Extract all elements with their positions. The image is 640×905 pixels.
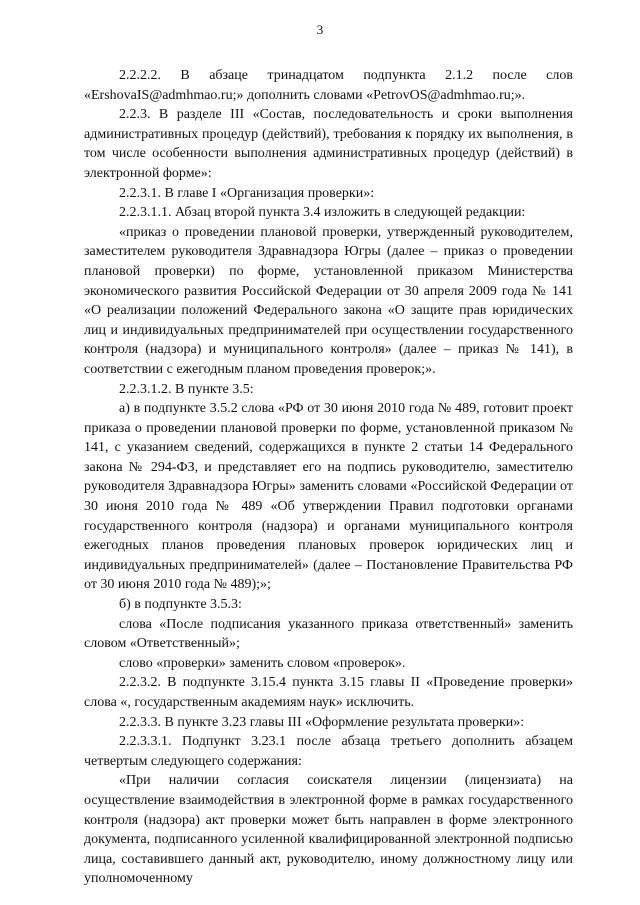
- page-number: 3: [316, 22, 324, 37]
- paragraph-2-2-3-1: 2.2.3.1. В главе I «Организация проверки»:: [119, 185, 375, 201]
- paragraph-words-replace-2: слово «проверки» заменить словом «проверок».: [119, 655, 406, 671]
- paragraph-2-2-3-3-1: 2.2.3.3.1. Подпункт 3.23.1 после абзаца третьего дополнить абзацем четвертым следующего содержания:: [84, 734, 573, 769]
- paragraph-2-2-2-2: 2.2.2.2. В абзаце тринадцатом подпункта 2.1.2 после слов «ErshovaIS@admhmao.ru;» дополнить словами «PetrovOS@admhmao.ru;».: [84, 68, 573, 103]
- paragraph-quote-order: «приказ о проведении плановой проверки, утвержденный руководителем, заместителем руководителя Здравнадзора Югры (далее – приказ о проведении плановой проверки) по форме, установленной приказом Министерства экономического развития Российской Федерации от 30 апреля 2009 года № 141 «О реализации положений Федерального закона «О защите прав юридических лиц и индивидуальных предпринимателей при осуществлении государственного контроля (надзора) и муниципального контроля» (далее – приказ № 141), в соответствии с ежегодным планом проведения проверок;».: [84, 224, 573, 377]
- paragraph-2-2-3: 2.2.3. В разделе III «Состав, последовательность и сроки выполнения административных процедур (действий), требования к порядку их выполнения, в том числе особенности выполнения административных процедур (действий) в электронной форме»:: [84, 107, 573, 181]
- document-body: [84, 66, 573, 889]
- paragraph-2-2-3-1-1: 2.2.3.1.1. Абзац второй пункта 3.4 изложить в следующей редакции:: [119, 205, 526, 221]
- paragraph-words-replace-1: слова «После подписания указанного приказа ответственный» заменить словом «Ответственный»;: [84, 616, 573, 652]
- paragraph-2-2-3-2: 2.2.3.2. В подпункте 3.15.4 пункта 3.15 главы II «Проведение проверки» слова «, государственным академиям наук» исключить.: [84, 675, 573, 710]
- paragraph-quote-consent: «При наличии согласия соискателя лицензии (лицензиата) на осуществление взаимодействия в электронной форме в рамках государственного контроля (надзора) акт проверки может быть направлен в форме электронного документа, подписанного усиленной квалифицированной электронной подписью лица, составившего данный акт, руководителю, иному должностному лицу или уполномоченному: [84, 773, 573, 887]
- paragraph-subitem-a: а) в подпункте 3.5.2 слова «РФ от 30 июня 2010 года № 489, готовит проект приказа о проведении плановой проверки по форме, установленной приказом № 141, с указанием сведений, содержащихся в пункте 2 статьи 14 Федерального закона № 294-ФЗ, и представляет его на подпись руководителю, заместителю руководителя Здравнадзора Югры» заменить словами «Российской Федерации от 30 июня 2010 года № 489 «Об утверждении Правил подготовки органами государственного контроля (надзора) и органами муниципального контроля ежегодных планов проведения плановых проверок юридических лиц и индивидуальных предпринимателей» (далее – Постановление Правительства РФ от 30 июня 2010 года № 489);»;: [84, 401, 573, 593]
- paragraph-2-2-3-3: 2.2.3.3. В пункте 3.23 главы III «Оформление результата проверки»:: [119, 714, 525, 730]
- paragraph-subitem-b: б) в подпункте 3.5.3:: [119, 597, 242, 613]
- paragraph-2-2-3-1-2: 2.2.3.1.2. В пункте 3.5:: [119, 381, 254, 397]
